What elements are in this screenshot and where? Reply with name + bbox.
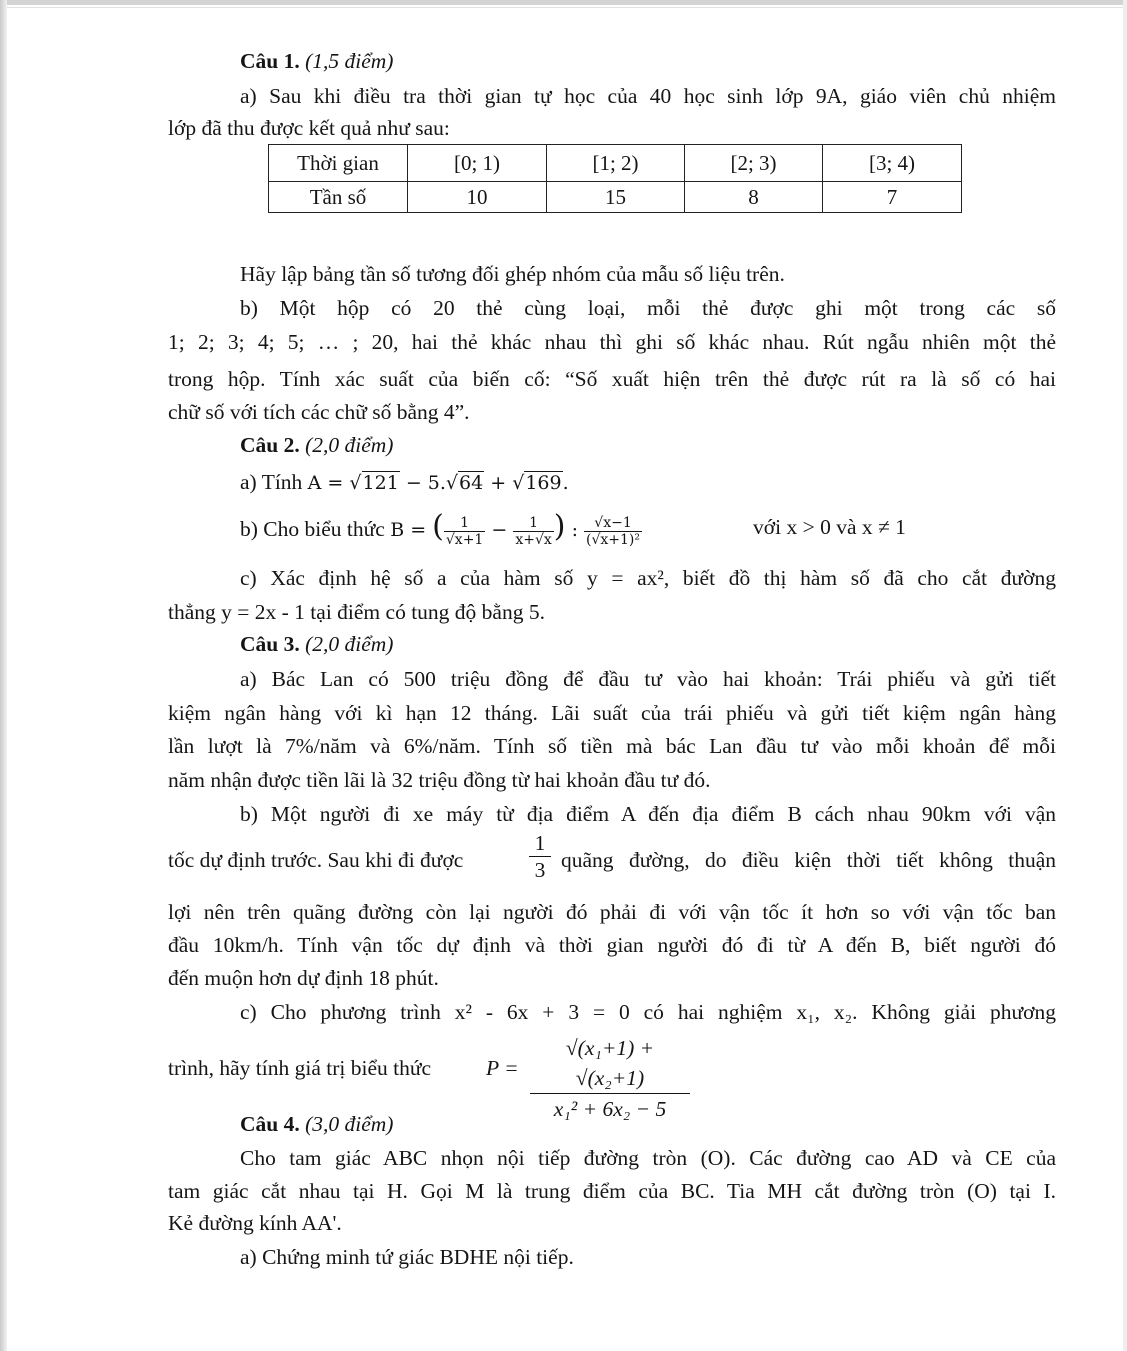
q1-title: Câu 1. — [240, 49, 300, 73]
q2-title: Câu 2. — [240, 433, 300, 457]
q1-a-task: Hãy lập bảng tần số tương đối ghép nhóm của mẫu số liệu trên. — [240, 262, 785, 286]
fraction — [584, 515, 642, 548]
expr-lhs: B = — [390, 519, 433, 541]
q3-c-line2-pre: trình, hãy tính giá trị biểu thức — [168, 1056, 432, 1080]
q2-a-line — [240, 467, 569, 498]
q4-a: a) Chứng minh tứ giác BDHE nội tiếp. — [240, 1245, 574, 1269]
q3-a-line2: kiệm ngân hàng với kì hạn 12 tháng. Lãi suất của trái phiếu và gửi tiết kiệm ngân hàng — [168, 701, 1056, 725]
table-row — [269, 182, 962, 213]
q2-points: (2,0 điểm) — [305, 433, 394, 457]
fraction-denominator: √x+1 — [445, 531, 484, 548]
q3-a-line3: lần lượt là 7%/năm và 6%/năm. Tính số tiền mà bác Lan đầu tư vào mỗi khoản để mỗi — [168, 734, 1056, 758]
q4-heading — [240, 1109, 393, 1139]
q1-a-line2: lớp đã thu được kết quả như sau: — [168, 116, 450, 140]
table-header-frequency: Tần số — [269, 182, 408, 213]
fraction-numerator: 1 — [529, 830, 551, 857]
fraction-numerator: √(x₁+1) + √(x₂+1) — [530, 1033, 690, 1094]
radicand: 121 — [362, 472, 399, 494]
fraction-denominator: x+√x — [515, 531, 552, 548]
table-header-time: Thời gian — [269, 145, 408, 182]
table-cell-frequency: 15 — [547, 182, 685, 213]
q2-heading — [240, 430, 393, 460]
fraction-denominator: (√x+1)² — [586, 531, 641, 548]
page-top-border — [0, 0, 1127, 5]
fraction — [513, 515, 553, 548]
q2-b-line — [240, 507, 642, 550]
page-right-edge — [1123, 0, 1127, 1351]
q3-points: (2,0 điểm) — [305, 632, 394, 656]
table-cell-interval: [2; 3) — [685, 145, 823, 182]
q1-b-line3: trong hộp. Tính xác suất của biến cố: “Số xuất hiện trên thẻ được rút ra là số có hai — [168, 367, 1056, 391]
p-expression-lhs: P = — [486, 1056, 519, 1080]
q3-a-line1: a) Bác Lan có 500 triệu đồng để đầu tư vào hai khoản: Trái phiếu và gửi tiết — [240, 667, 1056, 691]
table-cell-frequency: 8 — [685, 182, 823, 213]
q1-b-line4: chữ số với tích các chữ số bằng 4”. — [168, 400, 470, 424]
table-cell-interval: [0; 1) — [408, 145, 547, 182]
q3-b-line1: b) Một người đi xe máy từ địa điểm A đến địa điểm B cách nhau 90km với vận — [240, 802, 1056, 826]
fraction — [444, 515, 485, 548]
fraction-numerator: 1 — [444, 515, 485, 532]
q3-b-line5: đến muộn hơn dự định 18 phút. — [168, 966, 439, 990]
expr-op: − 5. — [399, 472, 446, 494]
q3-a-line4: năm nhận được tiền lãi là 32 triệu đồng từ hai khoản đầu tư đó. — [168, 768, 711, 792]
table-cell-frequency: 10 — [408, 182, 547, 213]
q3-b-line3: lợi nên trên quãng đường còn lại người đó phải đi với vận tốc ít hơn so với vận tốc ban — [168, 900, 1056, 924]
q2-b-expression: B = ( $\frac{1}{√x+1}$ − $\frac{1}{x+√x}$ ) : $\frac{√x-1}{\text{(√x+1)²}}$ — [390, 509, 641, 548]
expr-op: : — [571, 519, 578, 541]
q3-b-line2-pre: tốc dự định trước. Sau khi đi được — [168, 848, 464, 872]
fraction-numerator: 1 — [513, 515, 553, 532]
page-top-border-line — [0, 7, 1127, 8]
q3-title: Câu 3. — [240, 632, 300, 656]
q2-a-expression: A = √121 − 5.√64 + √169. — [307, 472, 569, 494]
frequency-table — [268, 144, 962, 213]
q2-b-condition: với x > 0 và x ≠ 1 — [753, 515, 906, 539]
q1-heading — [240, 46, 393, 76]
q4-line1: Cho tam giác ABC nhọn nội tiếp đường tròn (O). Các đường cao AD và CE của — [240, 1146, 1056, 1170]
table-row — [269, 145, 962, 182]
one-third-fraction — [529, 830, 551, 883]
q3-c-line1: c) Cho phương trình x² - 6x + 3 = 0 có hai nghiệm x₁, x₂. Không giải phương — [240, 1000, 1056, 1024]
q2-c-line2: thẳng y = 2x - 1 tại điểm có tung độ bằng 5. — [168, 600, 545, 624]
fraction-denominator: 3 — [534, 858, 546, 882]
expr-end: . — [562, 472, 569, 494]
q3-heading — [240, 629, 393, 659]
q1-a-line1: a) Sau khi điều tra thời gian tự học của 40 học sinh lớp 9A, giáo viên chủ nhiệm — [240, 84, 1056, 108]
p-expression-fraction — [530, 1033, 690, 1124]
q4-title: Câu 4. — [240, 1112, 300, 1136]
q2-a-prefix: a) Tính — [240, 470, 308, 494]
radicand: 169 — [525, 472, 562, 494]
expr-lhs: A = — [307, 472, 350, 494]
q3-b-line2-post: quãng đường, do điều kiện thời tiết không thuận — [561, 848, 1056, 872]
fraction-numerator: √x−1 — [584, 515, 642, 532]
q2-c-line1: c) Xác định hệ số a của hàm số y = ax², biết đồ thị hàm số đã cho cắt đường — [240, 566, 1056, 590]
table-cell-frequency: 7 — [823, 182, 962, 213]
fraction-denominator: x₁² + 6x₂ − 5 — [553, 1097, 667, 1121]
q4-line2: tam giác cắt nhau tại H. Gọi M là trung điểm của BC. Tia MH cắt đường tròn (O) tại I. — [168, 1179, 1056, 1203]
q2-b-prefix: b) Cho biểu thức — [240, 517, 391, 541]
radicand: 64 — [459, 472, 484, 494]
table-cell-interval: [3; 4) — [823, 145, 962, 182]
q1-points: (1,5 điểm) — [305, 49, 394, 73]
q1-b-line2: 1; 2; 3; 4; 5; … ; 20, hai thẻ khác nhau thì ghi số khác nhau. Rút ngẫu nhiên một thẻ — [168, 330, 1056, 354]
q1-b-line1: b) Một hộp có 20 thẻ cùng loại, mỗi thẻ được ghi một trong các số — [240, 296, 1056, 320]
page-left-edge — [0, 0, 7, 1351]
table-cell-interval: [1; 2) — [547, 145, 685, 182]
expr-op: + — [484, 472, 513, 494]
q4-points: (3,0 điểm) — [305, 1112, 394, 1136]
q3-b-line4: đầu 10km/h. Tính vận tốc dự định và thời gian người đó đi từ A đến B, biết người đó — [168, 933, 1056, 957]
q4-line3: Kẻ đường kính AA'. — [168, 1211, 342, 1235]
